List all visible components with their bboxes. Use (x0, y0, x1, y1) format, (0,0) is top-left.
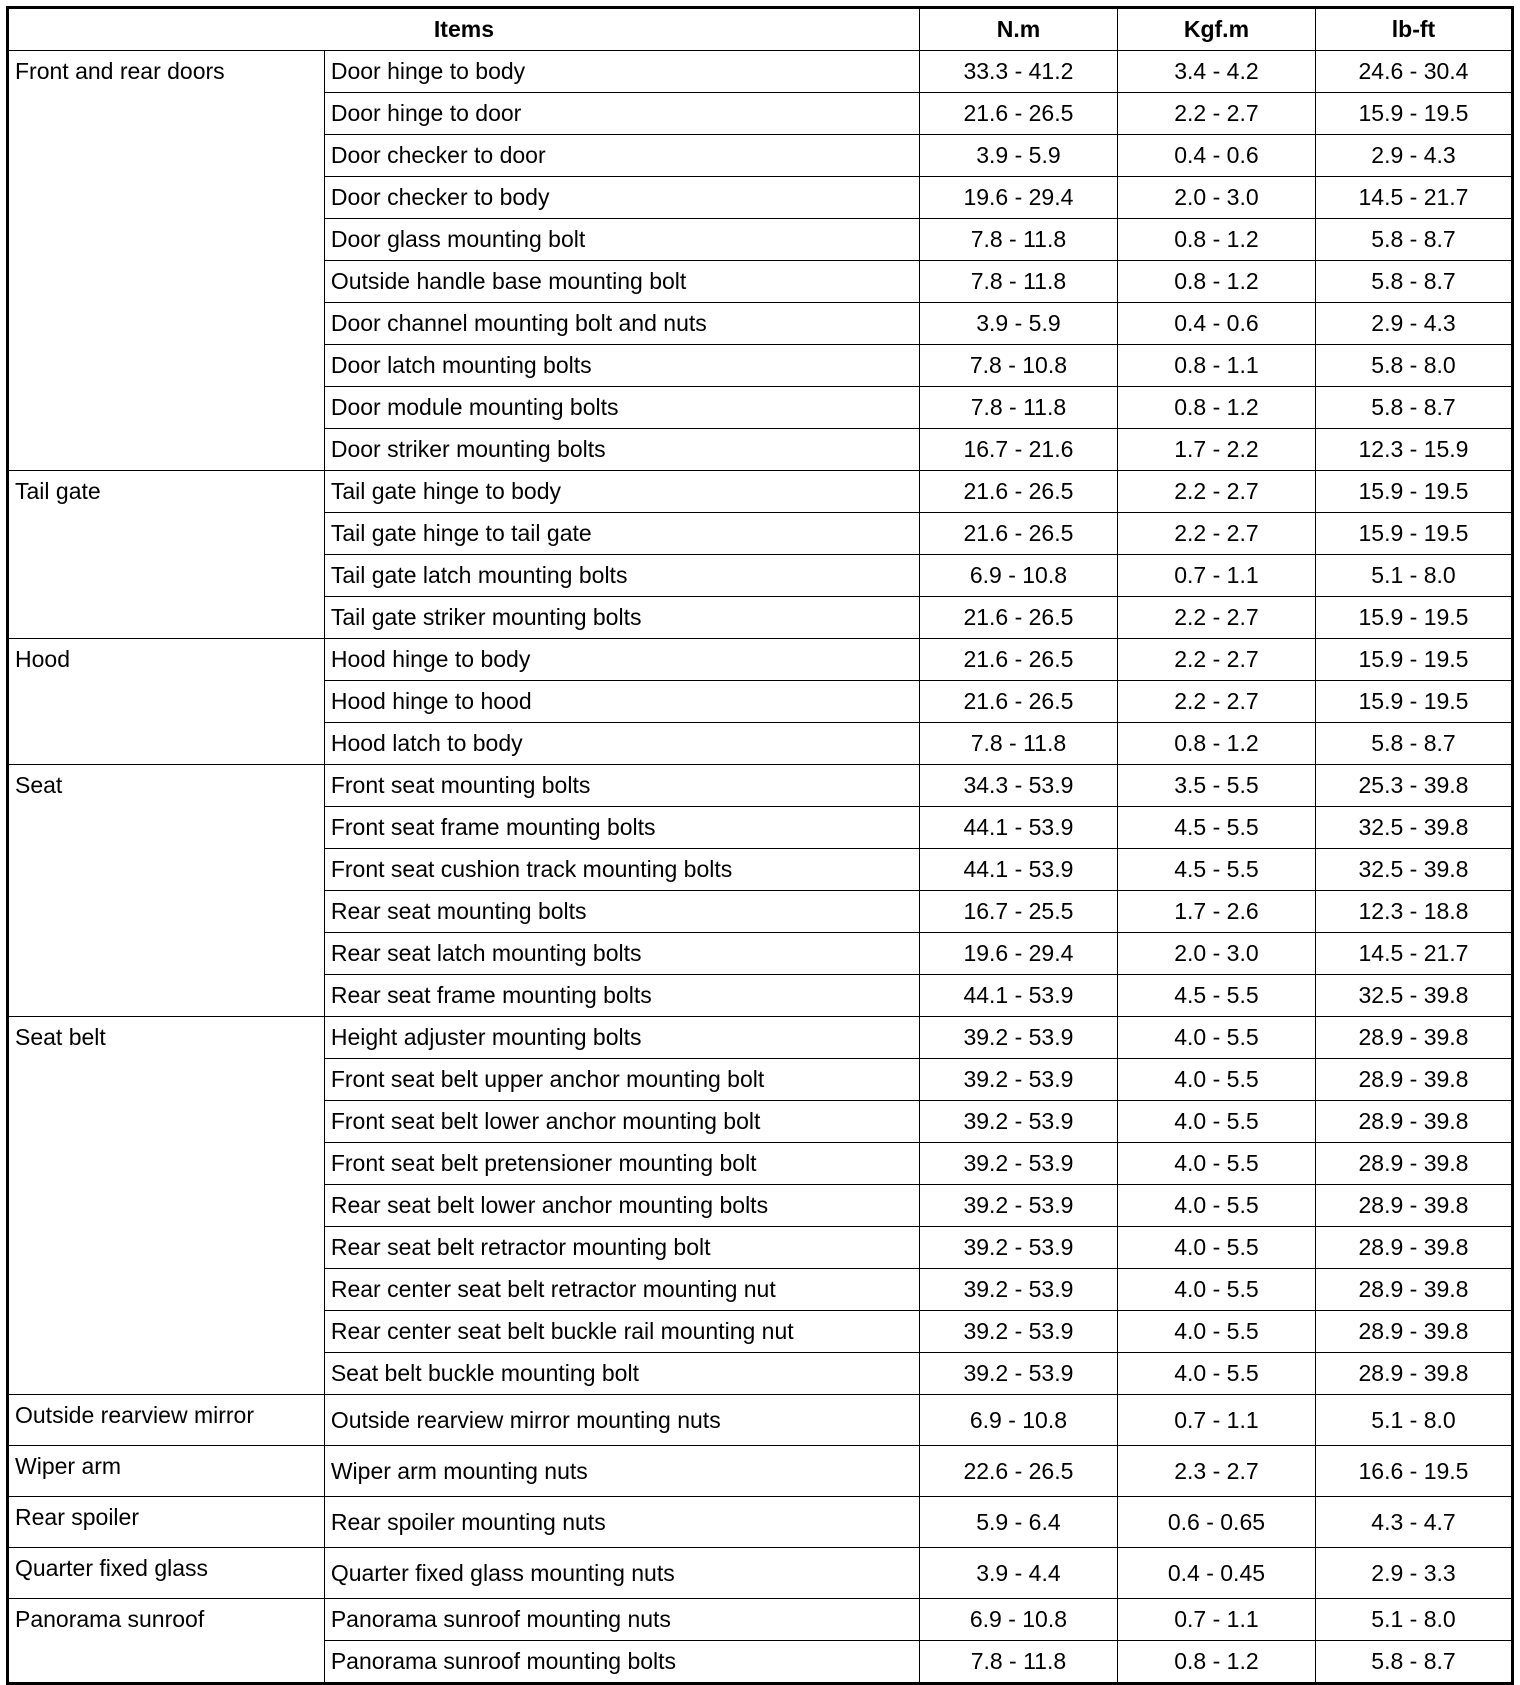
value-lbft: 28.9 - 39.8 (1315, 1353, 1512, 1395)
group-name: Wiper arm (8, 1446, 325, 1497)
value-lbft: 5.8 - 8.7 (1315, 1641, 1512, 1684)
value-nm: 21.6 - 26.5 (919, 93, 1117, 135)
value-nm: 33.3 - 41.2 (919, 51, 1117, 93)
value-nm: 44.1 - 53.9 (919, 975, 1117, 1017)
value-lbft: 5.8 - 8.7 (1315, 261, 1512, 303)
value-lbft: 15.9 - 19.5 (1315, 513, 1512, 555)
value-lbft: 28.9 - 39.8 (1315, 1269, 1512, 1311)
item-name: Front seat mounting bolts (324, 765, 919, 807)
item-name: Rear center seat belt retractor mounting nut (324, 1269, 919, 1311)
value-nm: 21.6 - 26.5 (919, 597, 1117, 639)
value-nm: 39.2 - 53.9 (919, 1311, 1117, 1353)
item-name: Height adjuster mounting bolts (324, 1017, 919, 1059)
value-kgfm: 4.5 - 5.5 (1117, 849, 1315, 891)
torque-spec-table (6, 6, 1514, 1685)
item-name: Rear seat latch mounting bolts (324, 933, 919, 975)
value-lbft: 12.3 - 15.9 (1315, 429, 1512, 471)
item-name: Front seat belt lower anchor mounting bolt (324, 1101, 919, 1143)
item-name: Rear seat frame mounting bolts (324, 975, 919, 1017)
group-name: Seat belt (8, 1017, 325, 1395)
value-nm: 39.2 - 53.9 (919, 1101, 1117, 1143)
value-lbft: 32.5 - 39.8 (1315, 975, 1512, 1017)
value-lbft: 15.9 - 19.5 (1315, 471, 1512, 513)
value-kgfm: 4.0 - 5.5 (1117, 1185, 1315, 1227)
item-name: Door glass mounting bolt (324, 219, 919, 261)
value-kgfm: 0.4 - 0.6 (1117, 303, 1315, 345)
item-name: Outside rearview mirror mounting nuts (324, 1395, 919, 1446)
value-lbft: 28.9 - 39.8 (1315, 1101, 1512, 1143)
item-name: Front seat cushion track mounting bolts (324, 849, 919, 891)
value-kgfm: 0.8 - 1.2 (1117, 387, 1315, 429)
item-name: Front seat frame mounting bolts (324, 807, 919, 849)
value-kgfm: 2.0 - 3.0 (1117, 933, 1315, 975)
table-row (8, 639, 1513, 681)
item-name: Door hinge to door (324, 93, 919, 135)
value-nm: 39.2 - 53.9 (919, 1269, 1117, 1311)
value-lbft: 5.8 - 8.7 (1315, 219, 1512, 261)
group-name: Tail gate (8, 471, 325, 639)
value-nm: 7.8 - 11.8 (919, 219, 1117, 261)
value-lbft: 14.5 - 21.7 (1315, 933, 1512, 975)
value-nm: 21.6 - 26.5 (919, 681, 1117, 723)
value-kgfm: 4.0 - 5.5 (1117, 1227, 1315, 1269)
item-name: Panorama sunroof mounting nuts (324, 1599, 919, 1641)
table-row (8, 1599, 1513, 1641)
value-nm: 34.3 - 53.9 (919, 765, 1117, 807)
value-kgfm: 4.0 - 5.5 (1117, 1269, 1315, 1311)
header-items: Items (8, 8, 920, 51)
item-name: Tail gate hinge to body (324, 471, 919, 513)
value-lbft: 15.9 - 19.5 (1315, 681, 1512, 723)
value-nm: 19.6 - 29.4 (919, 177, 1117, 219)
value-kgfm: 2.2 - 2.7 (1117, 639, 1315, 681)
value-nm: 44.1 - 53.9 (919, 807, 1117, 849)
item-name: Door module mounting bolts (324, 387, 919, 429)
value-lbft: 28.9 - 39.8 (1315, 1227, 1512, 1269)
item-name: Seat belt buckle mounting bolt (324, 1353, 919, 1395)
value-kgfm: 4.0 - 5.5 (1117, 1059, 1315, 1101)
value-nm: 39.2 - 53.9 (919, 1017, 1117, 1059)
value-lbft: 28.9 - 39.8 (1315, 1059, 1512, 1101)
item-name: Panorama sunroof mounting bolts (324, 1641, 919, 1684)
value-nm: 7.8 - 11.8 (919, 1641, 1117, 1684)
value-lbft: 5.1 - 8.0 (1315, 555, 1512, 597)
value-lbft: 12.3 - 18.8 (1315, 891, 1512, 933)
value-kgfm: 0.8 - 1.2 (1117, 1641, 1315, 1684)
value-kgfm: 0.8 - 1.2 (1117, 219, 1315, 261)
value-nm: 6.9 - 10.8 (919, 1395, 1117, 1446)
item-name: Hood latch to body (324, 723, 919, 765)
value-nm: 21.6 - 26.5 (919, 471, 1117, 513)
value-kgfm: 4.0 - 5.5 (1117, 1101, 1315, 1143)
item-name: Hood hinge to body (324, 639, 919, 681)
item-name: Rear seat belt retractor mounting bolt (324, 1227, 919, 1269)
item-name: Rear seat belt lower anchor mounting bolts (324, 1185, 919, 1227)
value-lbft: 14.5 - 21.7 (1315, 177, 1512, 219)
value-nm: 3.9 - 5.9 (919, 135, 1117, 177)
value-kgfm: 2.3 - 2.7 (1117, 1446, 1315, 1497)
value-lbft: 5.8 - 8.7 (1315, 387, 1512, 429)
item-name: Tail gate latch mounting bolts (324, 555, 919, 597)
table-row (8, 51, 1513, 93)
value-nm: 39.2 - 53.9 (919, 1227, 1117, 1269)
item-name: Door checker to door (324, 135, 919, 177)
value-lbft: 25.3 - 39.8 (1315, 765, 1512, 807)
value-nm: 39.2 - 53.9 (919, 1059, 1117, 1101)
value-kgfm: 4.0 - 5.5 (1117, 1017, 1315, 1059)
value-lbft: 5.8 - 8.0 (1315, 345, 1512, 387)
value-lbft: 2.9 - 4.3 (1315, 303, 1512, 345)
value-kgfm: 3.5 - 5.5 (1117, 765, 1315, 807)
item-name: Rear seat mounting bolts (324, 891, 919, 933)
value-lbft: 5.1 - 8.0 (1315, 1395, 1512, 1446)
table-row (8, 765, 1513, 807)
value-nm: 3.9 - 4.4 (919, 1548, 1117, 1599)
value-lbft: 32.5 - 39.8 (1315, 807, 1512, 849)
item-name: Wiper arm mounting nuts (324, 1446, 919, 1497)
value-lbft: 5.1 - 8.0 (1315, 1599, 1512, 1641)
value-kgfm: 0.4 - 0.45 (1117, 1548, 1315, 1599)
table-header-row (8, 8, 1513, 51)
item-name: Front seat belt pretensioner mounting bolt (324, 1143, 919, 1185)
value-nm: 39.2 - 53.9 (919, 1353, 1117, 1395)
header-lbft: lb-ft (1315, 8, 1512, 51)
value-lbft: 24.6 - 30.4 (1315, 51, 1512, 93)
table-row (8, 471, 1513, 513)
value-kgfm: 2.2 - 2.7 (1117, 93, 1315, 135)
item-name: Door channel mounting bolt and nuts (324, 303, 919, 345)
value-nm: 22.6 - 26.5 (919, 1446, 1117, 1497)
value-kgfm: 0.6 - 0.65 (1117, 1497, 1315, 1548)
value-kgfm: 4.0 - 5.5 (1117, 1353, 1315, 1395)
header-nm: N.m (919, 8, 1117, 51)
table-row (8, 1017, 1513, 1059)
value-kgfm: 2.2 - 2.7 (1117, 681, 1315, 723)
value-nm: 19.6 - 29.4 (919, 933, 1117, 975)
value-nm: 6.9 - 10.8 (919, 555, 1117, 597)
group-name: Hood (8, 639, 325, 765)
value-kgfm: 0.7 - 1.1 (1117, 1395, 1315, 1446)
item-name: Rear center seat belt buckle rail mounting nut (324, 1311, 919, 1353)
item-name: Tail gate hinge to tail gate (324, 513, 919, 555)
item-name: Tail gate striker mounting bolts (324, 597, 919, 639)
value-kgfm: 0.8 - 1.1 (1117, 345, 1315, 387)
value-kgfm: 0.8 - 1.2 (1117, 261, 1315, 303)
item-name: Door checker to body (324, 177, 919, 219)
item-name: Quarter fixed glass mounting nuts (324, 1548, 919, 1599)
value-kgfm: 4.5 - 5.5 (1117, 975, 1315, 1017)
table-row (8, 1548, 1513, 1599)
value-kgfm: 4.0 - 5.5 (1117, 1311, 1315, 1353)
value-nm: 7.8 - 11.8 (919, 387, 1117, 429)
value-nm: 39.2 - 53.9 (919, 1143, 1117, 1185)
value-lbft: 2.9 - 4.3 (1315, 135, 1512, 177)
table-row (8, 1497, 1513, 1548)
value-kgfm: 4.0 - 5.5 (1117, 1143, 1315, 1185)
group-name: Outside rearview mirror (8, 1395, 325, 1446)
value-lbft: 28.9 - 39.8 (1315, 1017, 1512, 1059)
item-name: Front seat belt upper anchor mounting bolt (324, 1059, 919, 1101)
value-lbft: 15.9 - 19.5 (1315, 639, 1512, 681)
value-nm: 7.8 - 11.8 (919, 261, 1117, 303)
value-nm: 3.9 - 5.9 (919, 303, 1117, 345)
value-kgfm: 1.7 - 2.2 (1117, 429, 1315, 471)
table-row (8, 1446, 1513, 1497)
value-kgfm: 1.7 - 2.6 (1117, 891, 1315, 933)
header-kgfm: Kgf.m (1117, 8, 1315, 51)
value-lbft: 4.3 - 4.7 (1315, 1497, 1512, 1548)
value-kgfm: 3.4 - 4.2 (1117, 51, 1315, 93)
value-kgfm: 4.5 - 5.5 (1117, 807, 1315, 849)
item-name: Door hinge to body (324, 51, 919, 93)
value-kgfm: 0.8 - 1.2 (1117, 723, 1315, 765)
value-kgfm: 2.2 - 2.7 (1117, 471, 1315, 513)
value-nm: 5.9 - 6.4 (919, 1497, 1117, 1548)
value-lbft: 28.9 - 39.8 (1315, 1185, 1512, 1227)
value-kgfm: 2.2 - 2.7 (1117, 513, 1315, 555)
group-name: Front and rear doors (8, 51, 325, 471)
value-nm: 21.6 - 26.5 (919, 513, 1117, 555)
value-kgfm: 0.7 - 1.1 (1117, 555, 1315, 597)
value-lbft: 28.9 - 39.8 (1315, 1143, 1512, 1185)
value-kgfm: 2.2 - 2.7 (1117, 597, 1315, 639)
group-name: Quarter fixed glass (8, 1548, 325, 1599)
value-nm: 21.6 - 26.5 (919, 639, 1117, 681)
group-name: Panorama sunroof (8, 1599, 325, 1684)
table-body (8, 51, 1513, 1684)
value-nm: 16.7 - 21.6 (919, 429, 1117, 471)
value-kgfm: 0.7 - 1.1 (1117, 1599, 1315, 1641)
value-kgfm: 2.0 - 3.0 (1117, 177, 1315, 219)
group-name: Rear spoiler (8, 1497, 325, 1548)
item-name: Outside handle base mounting bolt (324, 261, 919, 303)
value-kgfm: 0.4 - 0.6 (1117, 135, 1315, 177)
value-nm: 39.2 - 53.9 (919, 1185, 1117, 1227)
table-row (8, 1395, 1513, 1446)
value-nm: 6.9 - 10.8 (919, 1599, 1117, 1641)
value-lbft: 16.6 - 19.5 (1315, 1446, 1512, 1497)
value-lbft: 5.8 - 8.7 (1315, 723, 1512, 765)
item-name: Hood hinge to hood (324, 681, 919, 723)
item-name: Door latch mounting bolts (324, 345, 919, 387)
group-name: Seat (8, 765, 325, 1017)
value-nm: 16.7 - 25.5 (919, 891, 1117, 933)
value-nm: 44.1 - 53.9 (919, 849, 1117, 891)
value-lbft: 2.9 - 3.3 (1315, 1548, 1512, 1599)
value-lbft: 32.5 - 39.8 (1315, 849, 1512, 891)
item-name: Rear spoiler mounting nuts (324, 1497, 919, 1548)
value-nm: 7.8 - 10.8 (919, 345, 1117, 387)
value-lbft: 15.9 - 19.5 (1315, 93, 1512, 135)
value-lbft: 15.9 - 19.5 (1315, 597, 1512, 639)
value-nm: 7.8 - 11.8 (919, 723, 1117, 765)
value-lbft: 28.9 - 39.8 (1315, 1311, 1512, 1353)
item-name: Door striker mounting bolts (324, 429, 919, 471)
